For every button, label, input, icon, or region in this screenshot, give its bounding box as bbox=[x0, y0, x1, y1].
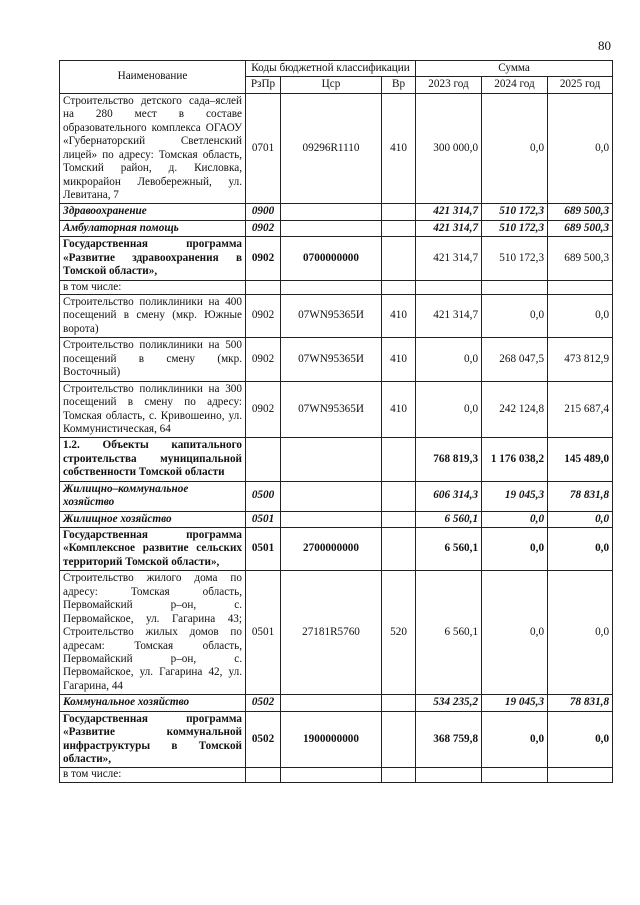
cell-2023: 0,0 bbox=[416, 381, 482, 438]
cell-2024: 0,0 bbox=[482, 93, 548, 204]
header-rzpr: РзПр bbox=[246, 77, 281, 93]
header-name: Наименование bbox=[60, 61, 246, 94]
table-row bbox=[60, 295, 613, 338]
cell-name: в том числе: bbox=[60, 768, 246, 782]
cell-2024: 510 172,3 bbox=[482, 237, 548, 280]
cell-name: Строительство поликлиники на 300 посещений в смену по адресу: Томская область, с. Кривошеино, ул. Коммунистическая, 64 bbox=[60, 381, 246, 438]
cell-2024: 19 045,3 bbox=[482, 481, 548, 511]
cell-vr: 410 bbox=[382, 93, 416, 204]
cell-2023: 421 314,7 bbox=[416, 204, 482, 220]
header-csr: Цср bbox=[281, 77, 382, 93]
cell-vr bbox=[382, 237, 416, 280]
cell-name: 1.2. Объекты капитального строительства муниципальной собственности Томской области bbox=[60, 438, 246, 481]
cell-vr: 410 bbox=[382, 381, 416, 438]
cell-csr: 07WN95365И bbox=[281, 338, 382, 381]
cell-rzpr: 0501 bbox=[246, 528, 281, 571]
cell-csr bbox=[281, 204, 382, 220]
cell-2023 bbox=[416, 768, 482, 782]
cell-2025: 0,0 bbox=[548, 711, 613, 768]
cell-name: Строительство поликлиники на 500 посещений в смену (мкр. Восточный) bbox=[60, 338, 246, 381]
cell-rzpr: 0902 bbox=[246, 295, 281, 338]
cell-name: Коммунальное хозяйство bbox=[60, 695, 246, 711]
cell-csr: 0700000000 bbox=[281, 237, 382, 280]
cell-name: Строительство жилого дома по адресу: Томская область, Первомайский р–он, с. Первомайское, ул. Гагарина 43; Строительство жилых домов по адресам: Томская область, Первомайский р–он, с. Первомайское, ул. Гагарина 42, ул. Гагарина, 44 bbox=[60, 571, 246, 695]
cell-vr bbox=[382, 438, 416, 481]
cell-csr bbox=[281, 768, 382, 782]
cell-2023: 6 560,1 bbox=[416, 528, 482, 571]
table-row bbox=[60, 338, 613, 381]
cell-2024: 19 045,3 bbox=[482, 695, 548, 711]
cell-2024: 0,0 bbox=[482, 528, 548, 571]
table-row bbox=[60, 711, 613, 768]
cell-rzpr: 0701 bbox=[246, 93, 281, 204]
table-header bbox=[60, 61, 613, 94]
cell-2024: 1 176 038,2 bbox=[482, 438, 548, 481]
cell-name: Жилищно–коммунальное хозяйство bbox=[60, 481, 246, 511]
header-codes: Коды бюджетной классификации bbox=[246, 61, 416, 77]
cell-vr: 410 bbox=[382, 295, 416, 338]
cell-vr bbox=[382, 220, 416, 236]
table-row bbox=[60, 280, 613, 294]
cell-vr: 410 bbox=[382, 338, 416, 381]
cell-2023: 368 759,8 bbox=[416, 711, 482, 768]
table-row bbox=[60, 204, 613, 220]
cell-2025: 78 831,8 bbox=[548, 481, 613, 511]
cell-2024: 510 172,3 bbox=[482, 220, 548, 236]
cell-2025: 0,0 bbox=[548, 528, 613, 571]
cell-2025: 0,0 bbox=[548, 295, 613, 338]
cell-2023: 421 314,7 bbox=[416, 295, 482, 338]
cell-2024: 0,0 bbox=[482, 711, 548, 768]
cell-rzpr: 0902 bbox=[246, 381, 281, 438]
cell-name: Строительство поликлиники на 400 посещений в смену (мкр. Южные ворота) bbox=[60, 295, 246, 338]
cell-csr: 09296R1110 bbox=[281, 93, 382, 204]
table-row bbox=[60, 220, 613, 236]
cell-rzpr bbox=[246, 438, 281, 481]
cell-2024: 510 172,3 bbox=[482, 204, 548, 220]
cell-2023: 300 000,0 bbox=[416, 93, 482, 204]
cell-name: Жилищное хозяйство bbox=[60, 511, 246, 527]
table-body bbox=[60, 93, 613, 782]
cell-2025: 0,0 bbox=[548, 511, 613, 527]
cell-vr bbox=[382, 280, 416, 294]
cell-csr: 07WN95365И bbox=[281, 381, 382, 438]
cell-vr bbox=[382, 204, 416, 220]
cell-2023: 6 560,1 bbox=[416, 511, 482, 527]
cell-rzpr: 0902 bbox=[246, 338, 281, 381]
header-sum: Сумма bbox=[416, 61, 613, 77]
table-row bbox=[60, 571, 613, 695]
cell-rzpr: 0902 bbox=[246, 237, 281, 280]
cell-2025 bbox=[548, 280, 613, 294]
table-row bbox=[60, 381, 613, 438]
cell-name: Государственная программа «Развитие здравоохранения в Томской области», bbox=[60, 237, 246, 280]
cell-name: Здравоохранение bbox=[60, 204, 246, 220]
cell-rzpr: 0902 bbox=[246, 220, 281, 236]
cell-name: в том числе: bbox=[60, 280, 246, 294]
cell-name: Амбулаторная помощь bbox=[60, 220, 246, 236]
cell-2025: 473 812,9 bbox=[548, 338, 613, 381]
cell-csr bbox=[281, 438, 382, 481]
cell-2023: 768 819,3 bbox=[416, 438, 482, 481]
cell-2023: 606 314,3 bbox=[416, 481, 482, 511]
cell-2024 bbox=[482, 280, 548, 294]
table-row bbox=[60, 768, 613, 782]
cell-2025: 78 831,8 bbox=[548, 695, 613, 711]
cell-csr: 07WN95365И bbox=[281, 295, 382, 338]
cell-vr bbox=[382, 768, 416, 782]
cell-csr: 2700000000 bbox=[281, 528, 382, 571]
cell-2025: 689 500,3 bbox=[548, 220, 613, 236]
cell-vr bbox=[382, 481, 416, 511]
cell-rzpr: 0900 bbox=[246, 204, 281, 220]
cell-rzpr: 0502 bbox=[246, 711, 281, 768]
table-row bbox=[60, 528, 613, 571]
cell-vr bbox=[382, 695, 416, 711]
cell-2023: 421 314,7 bbox=[416, 237, 482, 280]
table-row bbox=[60, 695, 613, 711]
cell-2025: 145 489,0 bbox=[548, 438, 613, 481]
header-2025: 2025 год bbox=[548, 77, 613, 93]
cell-2025 bbox=[548, 768, 613, 782]
cell-csr bbox=[281, 511, 382, 527]
cell-2025: 0,0 bbox=[548, 93, 613, 204]
cell-rzpr: 0501 bbox=[246, 571, 281, 695]
cell-csr: 1900000000 bbox=[281, 711, 382, 768]
header-2023: 2023 год bbox=[416, 77, 482, 93]
cell-name: Государственная программа «Развитие коммунальной инфраструктуры в Томской области», bbox=[60, 711, 246, 768]
header-row-top bbox=[60, 61, 613, 77]
cell-csr bbox=[281, 280, 382, 294]
cell-2023 bbox=[416, 280, 482, 294]
cell-2024: 268 047,5 bbox=[482, 338, 548, 381]
cell-csr bbox=[281, 695, 382, 711]
cell-2023: 534 235,2 bbox=[416, 695, 482, 711]
header-2024: 2024 год bbox=[482, 77, 548, 93]
header-vr: Вр bbox=[382, 77, 416, 93]
cell-vr bbox=[382, 511, 416, 527]
cell-vr bbox=[382, 711, 416, 768]
cell-2024: 0,0 bbox=[482, 511, 548, 527]
cell-rzpr bbox=[246, 280, 281, 294]
cell-rzpr: 0502 bbox=[246, 695, 281, 711]
cell-2024: 0,0 bbox=[482, 571, 548, 695]
cell-csr: 27181R5760 bbox=[281, 571, 382, 695]
cell-rzpr: 0500 bbox=[246, 481, 281, 511]
page-number: 80 bbox=[598, 38, 611, 53]
cell-csr bbox=[281, 220, 382, 236]
cell-2025: 689 500,3 bbox=[548, 237, 613, 280]
budget-table bbox=[59, 60, 613, 783]
table-row bbox=[60, 93, 613, 204]
cell-vr bbox=[382, 528, 416, 571]
table-row bbox=[60, 511, 613, 527]
cell-name: Государственная программа «Комплексное развитие сельских территорий Томской области», bbox=[60, 528, 246, 571]
cell-2023: 421 314,7 bbox=[416, 220, 482, 236]
cell-vr: 520 bbox=[382, 571, 416, 695]
cell-2024: 242 124,8 bbox=[482, 381, 548, 438]
cell-rzpr: 0501 bbox=[246, 511, 281, 527]
cell-2024 bbox=[482, 768, 548, 782]
table-row bbox=[60, 438, 613, 481]
cell-2024: 0,0 bbox=[482, 295, 548, 338]
cell-2025: 689 500,3 bbox=[548, 204, 613, 220]
cell-csr bbox=[281, 481, 382, 511]
table-row bbox=[60, 237, 613, 280]
cell-name: Строительство детского сада–яслей на 280 мест в составе образовательного комплекса ОГАОУ «Губернаторский Светленский лицей» по адресу: Томская область, Томский район, д. Кисловка, микрорайон Левобережный, ул. Левитана, 7 bbox=[60, 93, 246, 204]
cell-2023: 6 560,1 bbox=[416, 571, 482, 695]
cell-2025: 215 687,4 bbox=[548, 381, 613, 438]
table-row bbox=[60, 481, 613, 511]
cell-rzpr bbox=[246, 768, 281, 782]
cell-2023: 0,0 bbox=[416, 338, 482, 381]
cell-2025: 0,0 bbox=[548, 571, 613, 695]
